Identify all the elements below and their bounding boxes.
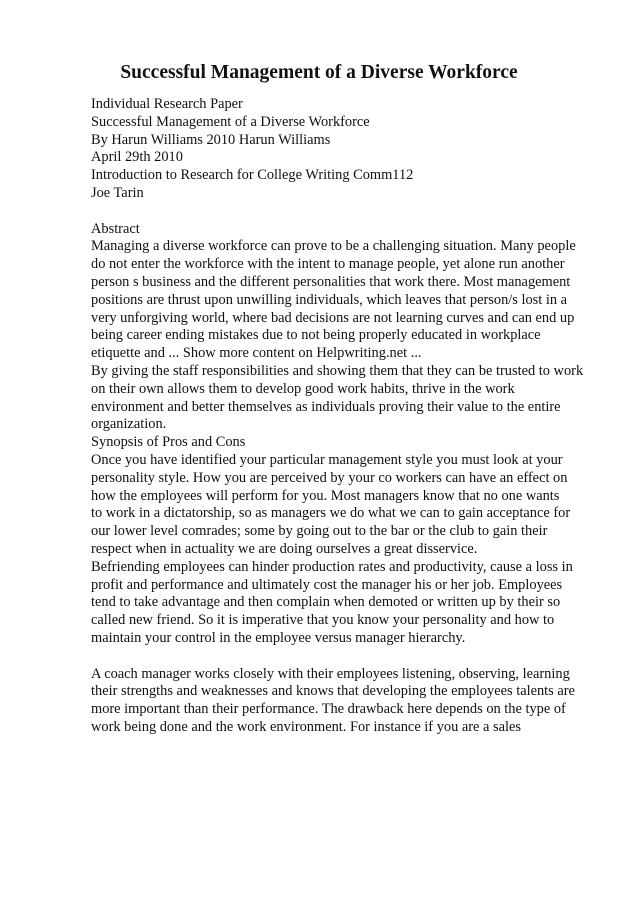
header-line: Successful Management of a Diverse Workforce [91, 113, 370, 130]
body-line: maintain your control in the employee versus manager hierarchy. [91, 629, 466, 646]
header-line: Joe Tarin [91, 184, 144, 201]
body-line: our lower level comrades; some by going out to the bar or the club to gain their [91, 523, 548, 540]
header-block [91, 96, 591, 203]
body-line: Managing a diverse workforce can prove to be a challenging situation. Many people [91, 238, 576, 255]
body-line: person s business and the different personalities that work there. Most management [91, 273, 571, 290]
abstract-block [91, 221, 591, 648]
body-line: being career ending mistakes due to not being properly educated in workplace [91, 327, 541, 344]
body-line: respect when in actuality we are doing ourselves a great disservice. [91, 540, 478, 557]
body-line: personality style. How you are perceived by your co workers can have an effect on [91, 469, 568, 486]
coach-manager-block [91, 666, 591, 737]
header-line: Individual Research Paper [91, 96, 243, 112]
body-line: very unforgiving world, where bad decisions are not learning curves and can end up [91, 309, 575, 326]
paragraph-gap [91, 648, 591, 666]
section-heading-abstract: Abstract [91, 220, 140, 237]
document-body [91, 96, 591, 737]
body-line: By giving the staff responsibilities and showing them that they can be trusted to work [91, 362, 584, 379]
body-line: more important than their performance. The drawback here depends on the type of [91, 701, 566, 718]
section-heading-synopsis: Synopsis of Pros and Cons [91, 434, 246, 451]
header-line: April 29th 2010 [91, 149, 183, 166]
body-line: do not enter the workforce with the intent to manage people, yet alone run another [91, 256, 565, 273]
paragraph-gap [91, 203, 591, 221]
header-line: Introduction to Research for College Writing Comm112 [91, 167, 414, 184]
page-title: Successful Management of a Diverse Workforce [120, 62, 518, 83]
body-line: tend to take advantage and then complain when demoted or written up by their so [91, 594, 561, 611]
body-line: organization. [91, 416, 167, 433]
body-line: to work in a dictatorship, so as managers we do what we can to gain acceptance for [91, 505, 571, 522]
body-line: Befriending employees can hinder production rates and productivity, cause a loss in [91, 558, 573, 575]
body-line: positions are thrust upon unwilling individuals, which leaves that person/s lost in a [91, 291, 568, 308]
header-line: By Harun Williams 2010 Harun Williams [91, 131, 331, 148]
body-line: environment and better themselves as individuals proving their value to the entire [91, 398, 561, 415]
body-line: on their own allows them to develop good work habits, thrive in the work [91, 380, 515, 397]
body-line: etiquette and ... Show more content on Helpwriting.net ... [91, 345, 422, 362]
body-line: profit and performance and ultimately cost the manager his or her job. Employees [91, 576, 563, 593]
body-line: Once you have identified your particular management style you must look at your [91, 451, 563, 468]
body-line: their strengths and weaknesses and knows that developing the employees talents are [91, 683, 575, 700]
body-line: work being done and the work environment. For instance if you are a sales [91, 718, 521, 735]
body-line: called new friend. So it is imperative that you know your personality and how to [91, 612, 555, 629]
body-line: A coach manager works closely with their employees listening, observing, learning [91, 665, 570, 682]
body-line: how the employees will perform for you. Most managers know that no one wants [91, 487, 560, 504]
